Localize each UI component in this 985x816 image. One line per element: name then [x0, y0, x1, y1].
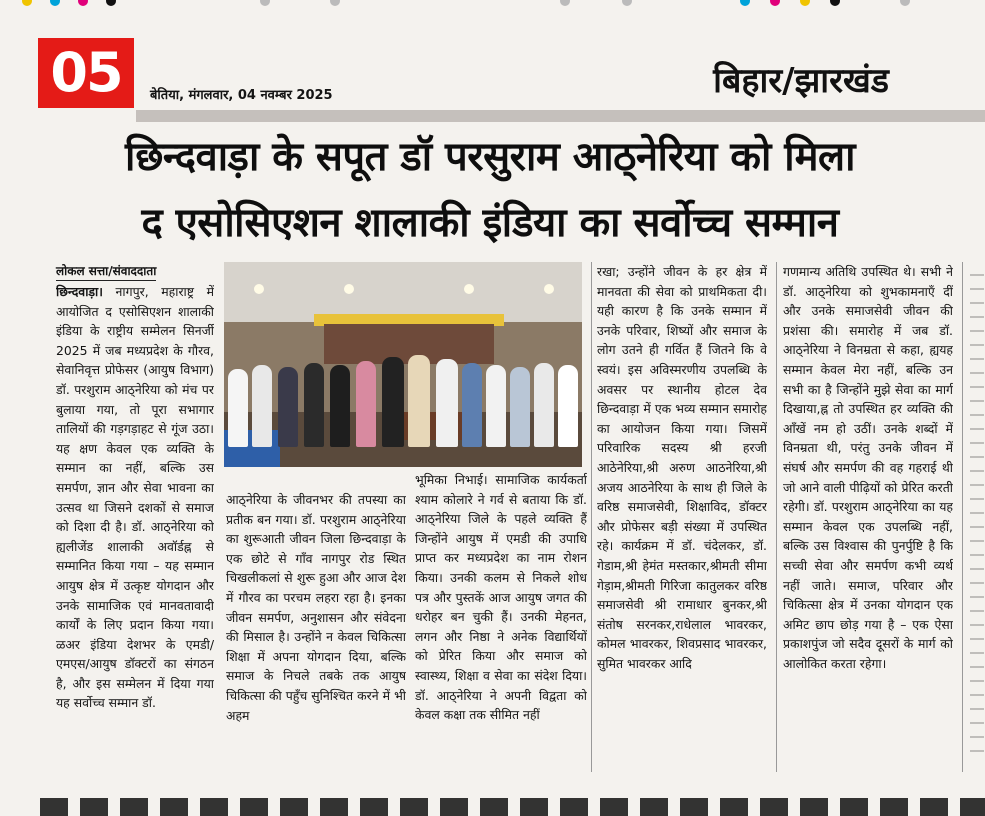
- photo-person: [304, 363, 324, 447]
- adjacent-article-edge: [970, 262, 984, 762]
- photo-light: [464, 284, 474, 294]
- column-3-text: भूमिका निभाई। सामाजिक कार्यकर्ता श्याम कोलारे ने गर्व से बताया कि डॉ. आठ्नेरिया जिले के पहले व्यक्ति हैं जिन्होंने आयुष में एमडी की उपाधि प्राप्त कर मध्यप्रदेश का नाम रोशन किया। उनकी कलम से निकले शोध पत्र और पुस्तकें आज आयुष जगत की धरोहर बन चुकी हैं। उनकी मेहनत, लगन और निष्ठा ने अनेक विद्यार्थियों को प्रेरित किया और समाज को स्वास्थ्य, शिक्षा व सेवा का संदेश दिया। डॉ. आठ्नेरिया ने अपनी विद्वता को केवल कक्षा तक सीमित नहीं: [415, 472, 587, 723]
- photo-person: [436, 359, 458, 447]
- headline-line-2: द एसोसिएशन शालाकी इंडिया का सर्वोच्च सम्मान: [141, 200, 839, 246]
- column-divider: [591, 262, 592, 772]
- photo-person: [278, 367, 298, 447]
- column-1-text: नागपुर, महाराष्ट्र में आयोजित द एसोसिएशन शालाकी इंडिया के राष्ट्रीय सम्मेलन सिनर्जी 2025 में जब मध्यप्रदेश के गौरव, सेवानिवृत्त प्रोफेसर (आयुष विभाग) डॉ. परशुराम आठ्नेरिया को मंच पर बुलाया गया, तो पूरा सभागार तालियों की गड़गड़ाहट से गूंज उठा। यह क्षण केवल एक व्यक्ति के सम्मान का नहीं, बल्कि उस समर्पण, ज्ञान और सेवा भावना का उत्सव था जिसने दशकों से समाज को दिशा दी है। डॉ. आठ्नेरिया को ह्यलीजेंड शालाकी अवॉर्डह्न से सम्मानित किया गया – यह सम्मान आयुष क्षेत्र में उत्कृष्ट योगदान और उनके सामाजिक एवं मानवतावादी कार्यों के लिए प्रदान किया गया। ळअर इंडिया देशभर के एमडी/एमएस/आयुष डॉक्टरों का संगठन है, और इस सम्मेलन में दिया गया यह सर्वोच्च सम्मान डॉ.: [56, 284, 214, 711]
- photo-ceiling: [224, 262, 582, 322]
- photo-person: [408, 355, 430, 447]
- registration-marks: [0, 0, 985, 16]
- column-4-text: रखा; उन्होंने जीवन के हर क्षेत्र में मानवता की सेवा को प्राथमिकता दी। यही कारण है कि उनके सम्मान में उनके परिवार, शिष्यों और समाज के लोग उतने ही गर्वित हैं जितने कि वे स्वयं। इस अविस्मरणीय उपलब्धि के अवसर पर स्थानीय होटल देव छिन्दवाड़ा में एक भव्य सम्मान समारोह का आयोजन किया गया। जिसमें परिवारिक सदस्य श्री हरजी आठेनेरिया,श्री अरुण आठनेरिया,श्री अजय आठनेरिया के साथ ही जिले के वरिष्ठ समाजसेवी, शिक्षाविद, डॉक्टर और प्रोफेसर बड़ी संख्या में उपस्थित रहे। कार्यक्रम में डॉ. चंदेलकर, डॉ. गेडाम,श्री हेमंत मस्तकार,श्रीमती सीमा गेड़ाम,श्रीमती गिरिजा कातुलकर वरिष्ठ समाजसेवी श्री रामाधार बुनकर,श्री संतोष सरनकर,राधेलाल भावरकर, कोमल भावरकर, शिवप्रसाद भावरकर, सुमित भावरकर आदि: [597, 264, 767, 671]
- next-headline-edge: [40, 798, 985, 816]
- photo-person: [330, 365, 350, 447]
- byline: लोकल सत्ता/संवाददाता: [56, 262, 156, 281]
- group-photo-image: [224, 262, 582, 467]
- photo-person: [558, 365, 578, 447]
- article-column-2: [226, 490, 406, 780]
- photo-person: [356, 361, 376, 447]
- photo-person: [486, 365, 506, 447]
- photo-light: [254, 284, 264, 294]
- dateline: बेतिया, मंगलवार, 04 नवम्बर 2025: [150, 88, 333, 103]
- masthead-rule: [136, 110, 985, 122]
- photo-person: [382, 357, 404, 447]
- photo-light: [344, 284, 354, 294]
- column-divider: [776, 262, 777, 772]
- article-column-5: [783, 262, 953, 762]
- photo-person: [462, 363, 482, 447]
- column-2-text: आठ्नेरिया के जीवनभर की तपस्या का प्रतीक बन गया। डॉ. परशुराम आठ्नेरिया का शुरूआती जीवन जिला छिन्दवाड़ा के एक छोटे से गाँव नागपुर रोड स्थित चिखलीकलां से शुरू हुआ और आज देश में गौरव का परचम लहरा रहा है। इनका जीवन समर्पण, अनुशासन और संवेदना की मिसाल है। उन्होंने न केवल चिकित्सा शिक्षा में अपना योगदान दिया, बल्कि समाज के निचले तबके तक आयुष चिकित्सा की पहुँच सुनिश्चित करने में भी अहम: [226, 492, 406, 723]
- dateline-place: छिन्दवाड़ा।: [56, 284, 103, 299]
- photo-person: [510, 367, 530, 447]
- article-column-1: [56, 282, 214, 772]
- page-number: 05: [38, 38, 134, 108]
- photo-person: [534, 363, 554, 447]
- photo-light: [544, 284, 554, 294]
- photo-person: [228, 369, 248, 447]
- article-column-3: [415, 470, 587, 780]
- section-title: बिहार/झारखंड: [713, 61, 889, 101]
- photo-person: [252, 365, 272, 447]
- headline-line-1: छिन्दवाड़ा के सपूत डॉ परसुराम आठ्नेरिया को मिला: [124, 134, 856, 180]
- article-column-4: [597, 262, 767, 780]
- column-divider: [962, 262, 963, 772]
- column-5-text: गणमान्य अतिथि उपस्थित थे। सभी ने डॉ. आठ्नेरिया को शुभकामनाएँ दीं और उनके समाजसेवी जीवन की प्रशंसा की। समारोह में जब डॉ. आठ्नेरिया ने विनम्रता से कहा, ह्ययह सम्मान केवल मेरा नहीं, बल्कि उन सभी का है जिन्होंने मुझे सेवा का मार्ग दिखाया,ह्न तो उपस्थित हर व्यक्ति की आँखें नम हो उठीं। उनके शब्दों में विनम्रता थी, परंतु उनके जीवन में संघर्ष और समर्पण की वह गहराई थी जो आने वाली पीढ़ियों को प्रेरित करती रहेगी। डॉ. परशुराम आठ्नेरिया का यह सम्मान केवल एक उपलब्धि नहीं, बल्कि उस विश्वास की पुनर्पुष्टि है कि सच्ची सेवा और समर्पण कभी व्यर्थ नहीं जाते। समाज, परिवार और चिकित्सा क्षेत्र में उनका योगदान एक अमिट छाप छोड़ गया है – एक ऐसा प्रकाशपुंज जो सदैव दूसरों के मार्ग को आलोकित करता रहेगा।: [783, 264, 953, 671]
